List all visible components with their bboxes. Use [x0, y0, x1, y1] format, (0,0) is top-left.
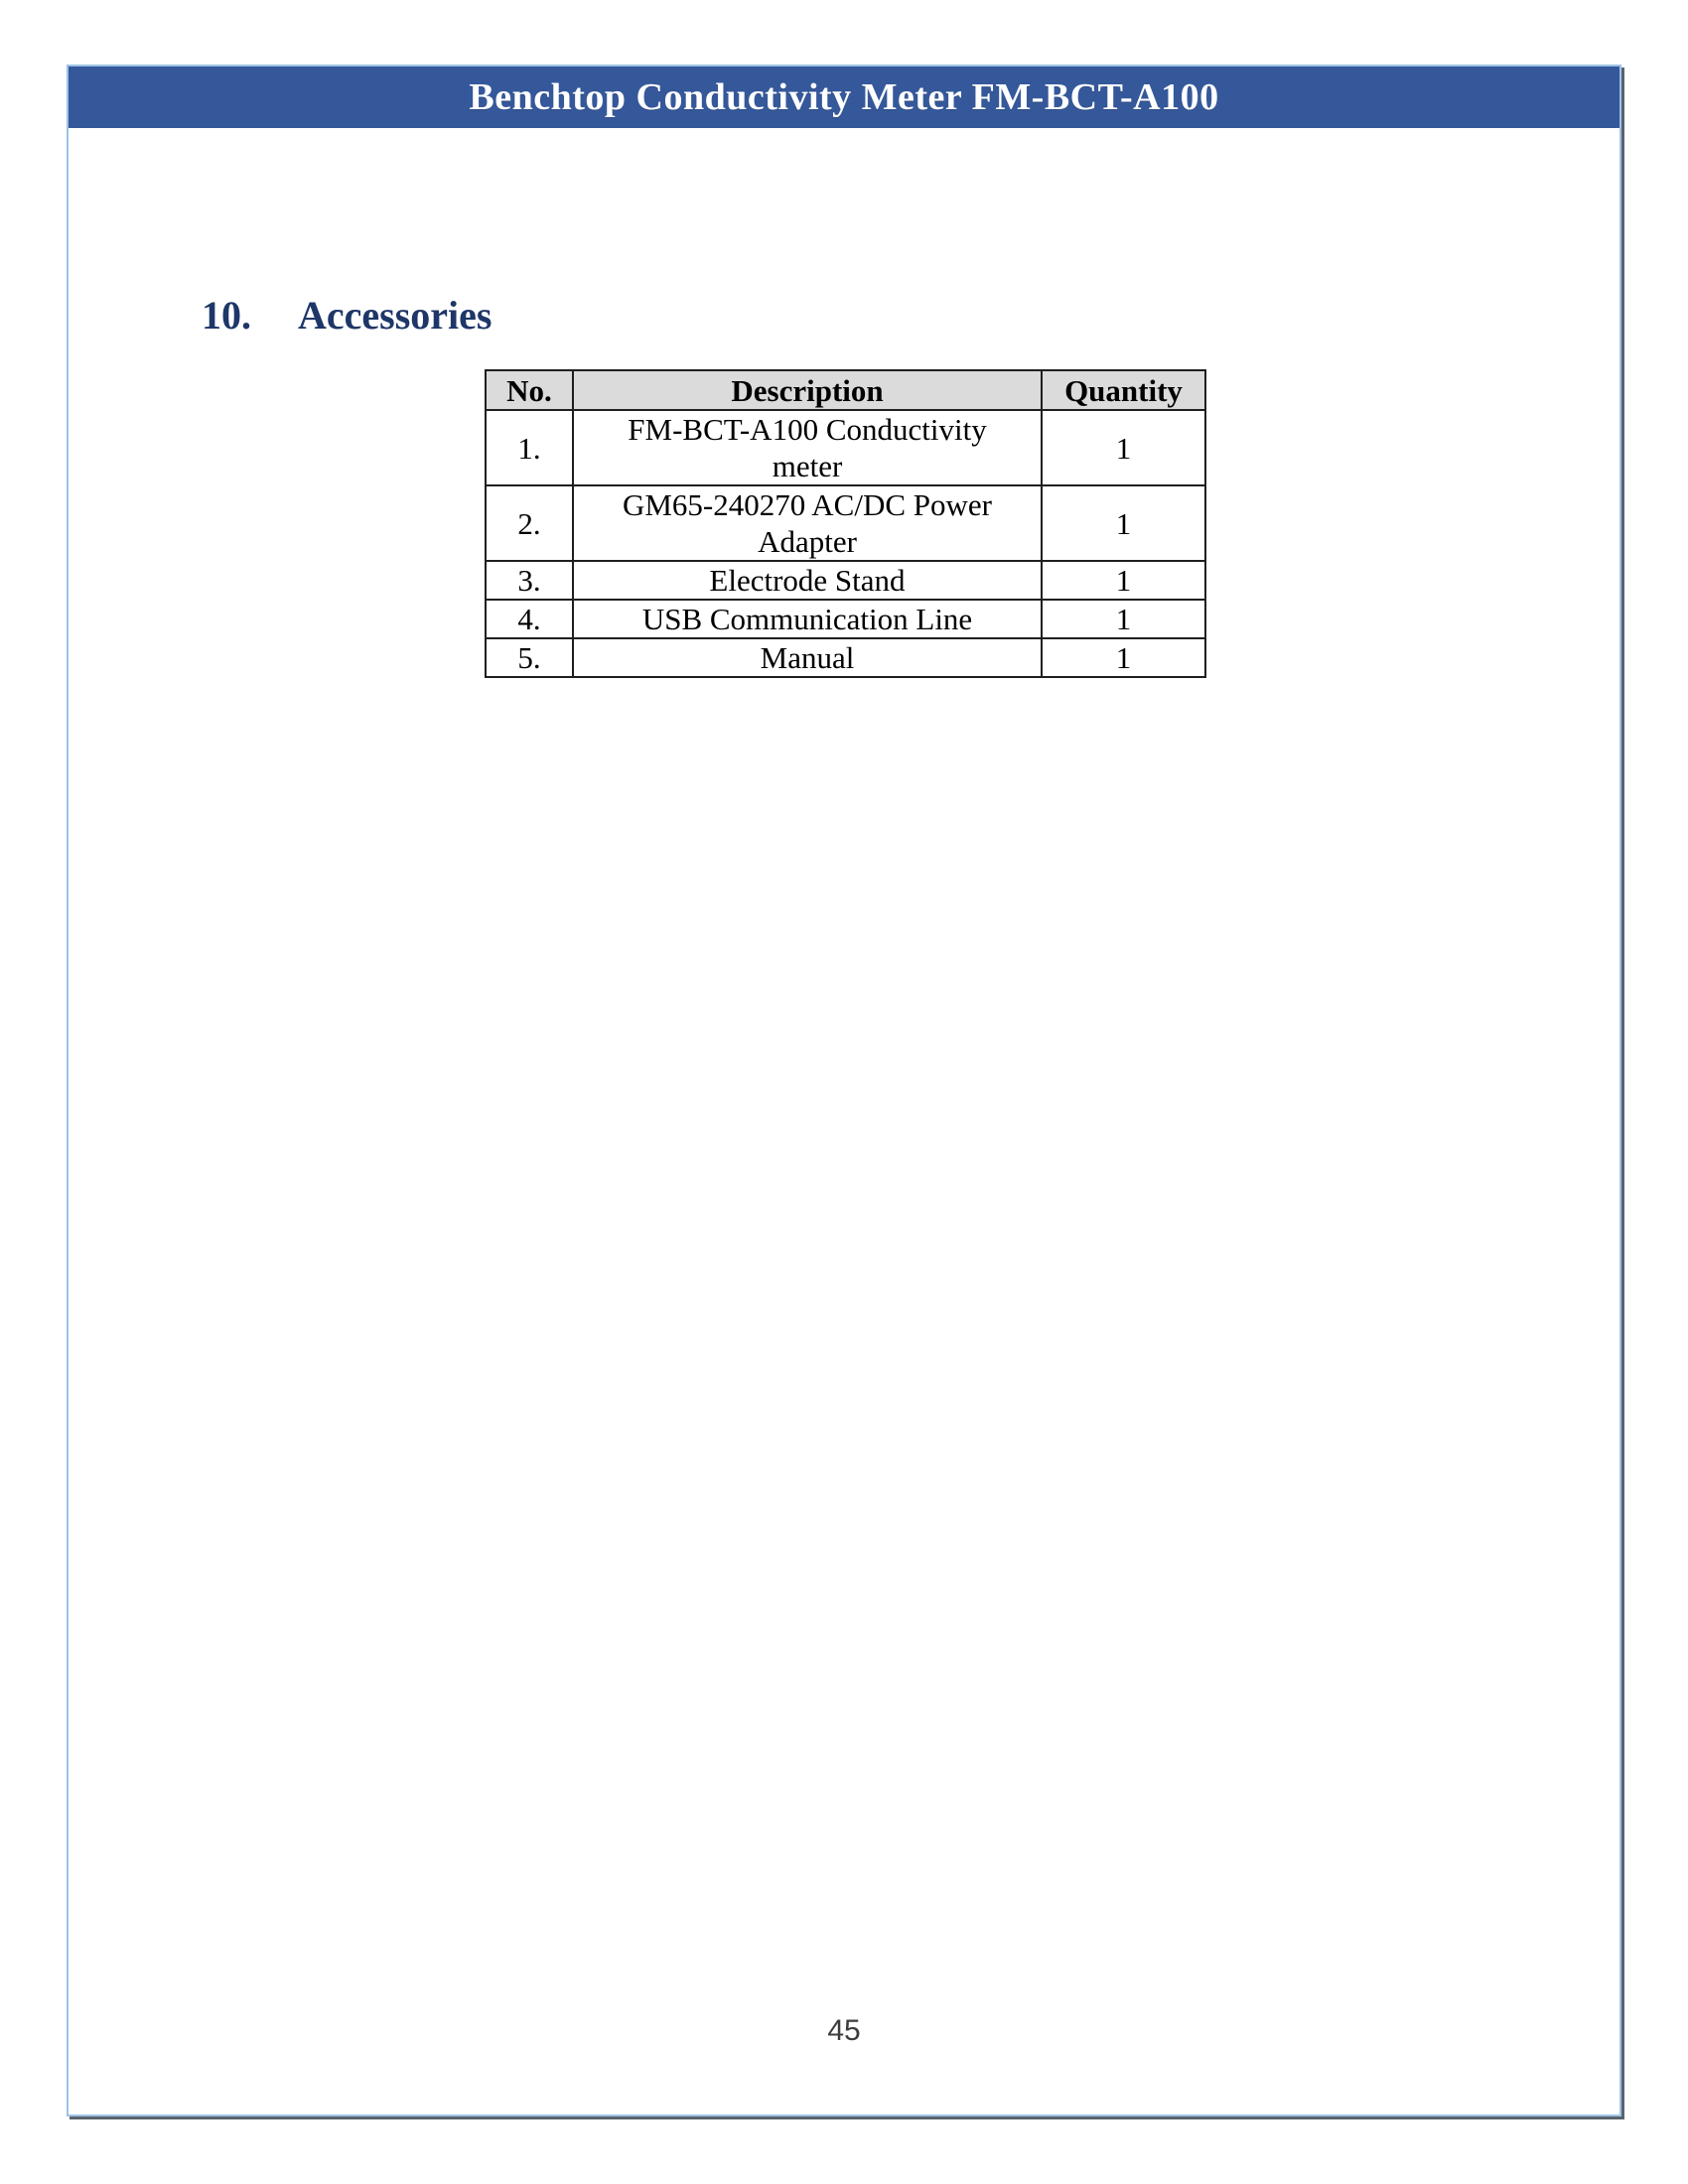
accessories-table-body	[486, 410, 1205, 677]
table-row	[486, 410, 1205, 485]
cell-description: Electrode Stand	[573, 561, 1042, 600]
column-header-description: Description	[573, 370, 1042, 410]
page-number: 45	[827, 2014, 861, 2047]
table-header-row	[486, 370, 1205, 410]
cell-description: FM-BCT-A100 Conductivity meter	[573, 410, 1042, 485]
table-row	[486, 638, 1205, 677]
cell-quantity: 1	[1042, 561, 1205, 600]
section-title: Accessories	[298, 293, 492, 338]
cell-no: 1.	[486, 410, 573, 485]
cell-no: 4.	[486, 600, 573, 638]
document-header-bar	[69, 67, 1619, 128]
column-header-no: No.	[486, 370, 573, 410]
cell-no: 2.	[486, 485, 573, 561]
table-row	[486, 485, 1205, 561]
table-row	[486, 561, 1205, 600]
cell-quantity: 1	[1042, 638, 1205, 677]
cell-no: 3.	[486, 561, 573, 600]
section-number: 10.	[202, 293, 251, 338]
column-header-quantity: Quantity	[1042, 370, 1205, 410]
page-frame	[67, 65, 1621, 2116]
table-row	[486, 600, 1205, 638]
section-heading	[202, 291, 492, 341]
cell-description: USB Communication Line	[573, 600, 1042, 638]
cell-no: 5.	[486, 638, 573, 677]
cell-quantity: 1	[1042, 600, 1205, 638]
cell-quantity: 1	[1042, 410, 1205, 485]
accessories-table	[485, 369, 1206, 678]
cell-quantity: 1	[1042, 485, 1205, 561]
document-title: Benchtop Conductivity Meter FM-BCT-A100	[469, 76, 1219, 118]
cell-description: GM65-240270 AC/DC Power Adapter	[573, 485, 1042, 561]
cell-description: Manual	[573, 638, 1042, 677]
